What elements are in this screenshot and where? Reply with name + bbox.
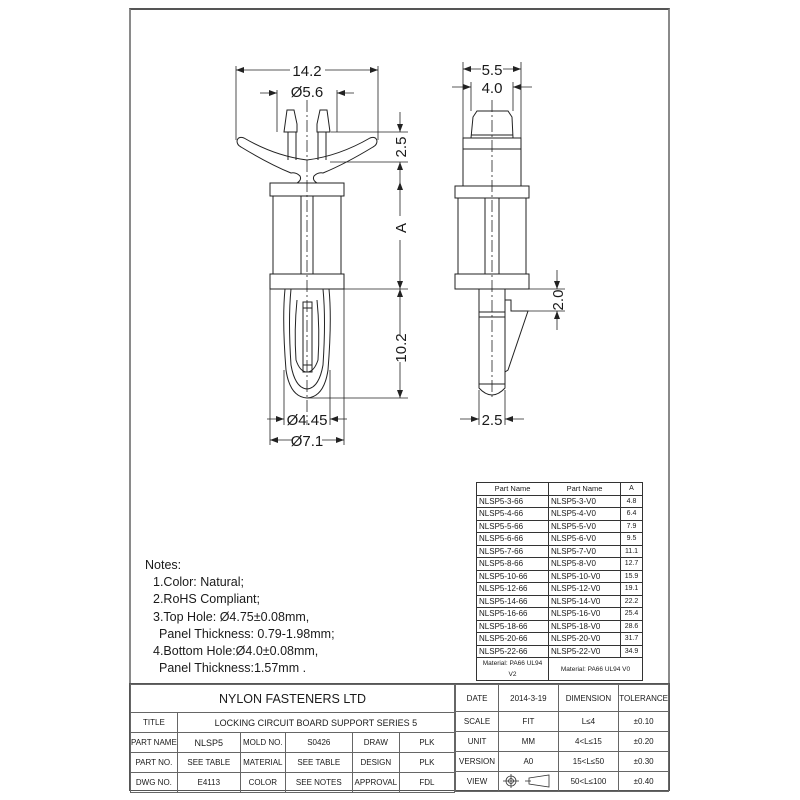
dim-latch-height: 2.0 (550, 289, 567, 311)
table-row (477, 558, 643, 571)
cell-a: 6.4 (621, 508, 643, 521)
title-block (129, 683, 670, 791)
cell-part-v0: NLSP5-14-V0 (549, 595, 621, 608)
cell-part-66: NLSP5-22-66 (477, 645, 549, 658)
notes (145, 557, 335, 677)
dimension-header: DIMENSION (558, 685, 619, 712)
tolerance-value: ±0.20 (619, 732, 669, 752)
cell-part-66: NLSP5-12-66 (477, 583, 549, 596)
projection-symbol (499, 772, 559, 792)
tolerance-header: TOLERANCE (619, 685, 669, 712)
cell-a: 19.1 (621, 583, 643, 596)
material-row (477, 658, 643, 681)
date-label: DATE (456, 685, 499, 712)
dwg-no-label: DWG NO. (131, 773, 178, 793)
company-name: NYLON FASTENERS LTD (131, 685, 455, 713)
part-no-value: SEE TABLE (177, 753, 240, 773)
color-label: COLOR (240, 773, 285, 793)
title-value: LOCKING CIRCUIT BOARD SUPPORT SERIES 5 (177, 713, 454, 733)
view-label: VIEW (456, 772, 499, 792)
draw-label: DRAW (352, 733, 399, 753)
tolerance-value: ±0.10 (619, 712, 669, 732)
table-row (477, 533, 643, 546)
cell-part-v0: NLSP5-10-V0 (549, 570, 621, 583)
cell-part-v0: NLSP5-5-V0 (549, 520, 621, 533)
cell-a: 11.1 (621, 545, 643, 558)
dim-bottom-inner-diameter: Ø4.45 (286, 412, 328, 429)
dim-bottom-length: 10.2 (393, 333, 410, 363)
tolerance-range: 4<L≤15 (558, 732, 619, 752)
dim-tip-width: 2.5 (481, 412, 503, 429)
cell-part-v0: NLSP5-22-V0 (549, 645, 621, 658)
mold-no-value: S0426 (285, 733, 352, 753)
side-view (455, 100, 529, 400)
table-row (477, 570, 643, 583)
first-angle-projection-icon (501, 774, 555, 788)
unit-value: MM (499, 732, 559, 752)
version-label: VERSION (456, 752, 499, 772)
cell-a: 22.2 (621, 595, 643, 608)
title-label: TITLE (131, 713, 178, 733)
material-value: SEE TABLE (285, 753, 352, 773)
cell-part-v0: NLSP5-3-V0 (549, 495, 621, 508)
color-value: SEE NOTES (285, 773, 352, 793)
table-row (477, 583, 643, 596)
scale-value: FIT (499, 712, 559, 732)
dim-bottom-outer-diameter: Ø7.1 (290, 433, 324, 450)
col-header-a: A (621, 483, 643, 496)
cell-part-66: NLSP5-20-66 (477, 633, 549, 646)
cell-part-v0: NLSP5-7-V0 (549, 545, 621, 558)
table-row (477, 645, 643, 658)
cell-a: 28.6 (621, 620, 643, 633)
note-bottom-panel-thickness: Panel Thickness:1.57mm . (159, 661, 307, 676)
tolerance-range: 15<L≤50 (558, 752, 619, 772)
cell-part-v0: NLSP5-12-V0 (549, 583, 621, 596)
front-view (237, 100, 377, 425)
version-value: A0 (499, 752, 559, 772)
cell-a: 25.4 (621, 608, 643, 621)
table-row (477, 608, 643, 621)
unit-label: UNIT (456, 732, 499, 752)
note-top-panel-thickness: Panel Thickness: 0.79-1.98mm; (159, 626, 335, 641)
cell-a: 31.7 (621, 633, 643, 646)
material-v0: Material: PA66 UL94 V0 (549, 658, 643, 681)
part-name-value: NLSP5 (177, 733, 240, 753)
cell-part-66: NLSP5-4-66 (477, 508, 549, 521)
table-row (477, 595, 643, 608)
dim-outer-width: 5.5 (481, 62, 503, 79)
cell-part-66: NLSP5-7-66 (477, 545, 549, 558)
notes-title: Notes: (145, 558, 182, 572)
design-label: DESIGN (352, 753, 399, 773)
approval-value: FDL (399, 773, 454, 793)
cell-part-v0: NLSP5-18-V0 (549, 620, 621, 633)
part-no-label: PART NO. (131, 753, 178, 773)
cell-part-v0: NLSP5-6-V0 (549, 533, 621, 546)
cell-a: 4.8 (621, 495, 643, 508)
title-block-right (455, 684, 669, 792)
cell-part-66: NLSP5-8-66 (477, 558, 549, 571)
cell-a: 34.9 (621, 645, 643, 658)
cell-part-66: NLSP5-16-66 (477, 608, 549, 621)
table-row (477, 520, 643, 533)
cell-part-v0: NLSP5-8-V0 (549, 558, 621, 571)
note-rohs: 2.RoHS Compliant; (153, 592, 260, 607)
cell-part-66: NLSP5-5-66 (477, 520, 549, 533)
dim-inner-width: 4.0 (481, 80, 503, 97)
material-v2: Material: PA66 UL94 V2 (477, 658, 549, 681)
col-header-part-name-66: Part Name (477, 483, 549, 496)
dim-length-a: A (393, 222, 410, 234)
cell-part-66: NLSP5-18-66 (477, 620, 549, 633)
cell-part-66: NLSP5-3-66 (477, 495, 549, 508)
dwg-no-value: E4113 (177, 773, 240, 793)
approval-label: APPROVAL (352, 773, 399, 793)
note-top-hole: 3.Top Hole: Ø4.75±0.08mm, (153, 609, 310, 624)
note-color: 1.Color: Natural; (153, 575, 245, 590)
cell-a: 15.9 (621, 570, 643, 583)
note-bottom-hole: 4.Bottom Hole:Ø4.0±0.08mm, (153, 644, 319, 659)
scale-label: SCALE (456, 712, 499, 732)
mold-no-label: MOLD NO. (240, 733, 285, 753)
cell-part-v0: NLSP5-4-V0 (549, 508, 621, 521)
tolerance-value: ±0.40 (619, 772, 669, 792)
tolerance-value: ±0.30 (619, 752, 669, 772)
cell-a: 7.9 (621, 520, 643, 533)
cell-a: 9.5 (621, 533, 643, 546)
material-label: MATERIAL (240, 753, 285, 773)
cell-part-v0: NLSP5-20-V0 (549, 633, 621, 646)
cell-a: 12.7 (621, 558, 643, 571)
col-header-part-name-v0: Part Name (549, 483, 621, 496)
cell-part-66: NLSP5-10-66 (477, 570, 549, 583)
parts-table (476, 482, 643, 681)
tolerance-range: L≤4 (558, 712, 619, 732)
table-row (477, 508, 643, 521)
table-row (477, 633, 643, 646)
tolerance-range: 50<L≤100 (558, 772, 619, 792)
design-value: PLK (399, 753, 454, 773)
draw-value: PLK (399, 733, 454, 753)
date-value: 2014-3-19 (499, 685, 559, 712)
table-row (477, 495, 643, 508)
table-row (477, 620, 643, 633)
cell-part-v0: NLSP5-16-V0 (549, 608, 621, 621)
cell-part-66: NLSP5-6-66 (477, 533, 549, 546)
part-name-label: PART NAME (131, 733, 178, 753)
table-row (477, 545, 643, 558)
title-block-left (130, 684, 455, 793)
dim-overall-width: 14.2 (292, 63, 322, 80)
side-dimensions (452, 62, 565, 425)
dim-top-diameter: Ø5.6 (290, 84, 324, 101)
cell-part-66: NLSP5-14-66 (477, 595, 549, 608)
parts-table-header (477, 483, 643, 496)
dim-flange-height: 2.5 (393, 136, 410, 158)
